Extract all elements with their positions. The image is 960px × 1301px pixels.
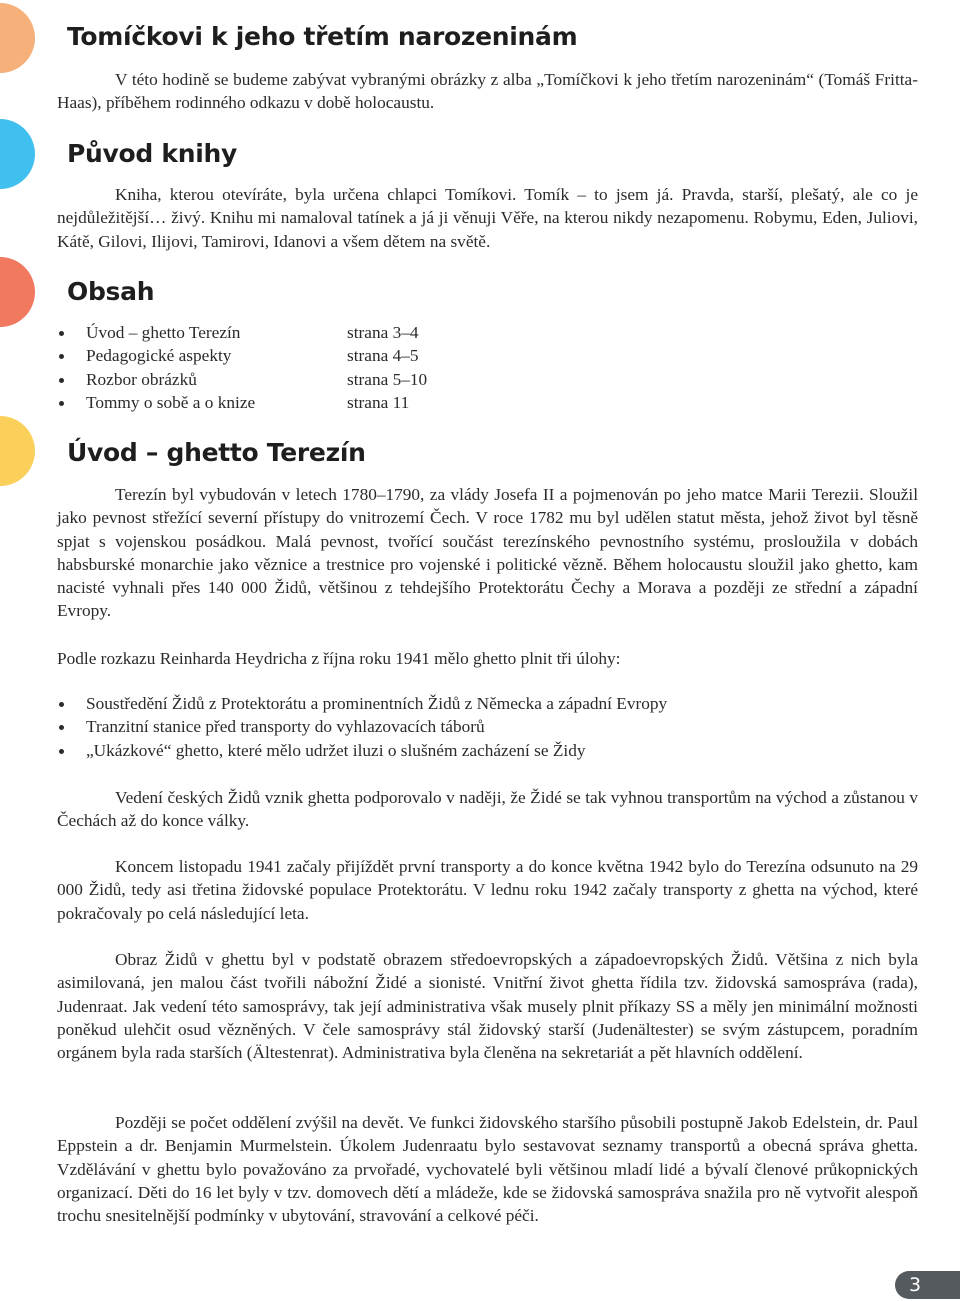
toc-item-name: Pedagogické aspekty	[86, 346, 232, 366]
intro-paragraph: V této hodině se budeme zabývat vybranými obrázky z alba „Tomíčkovi k jeho třetím narozeninám“ (Tomáš Fritta-Haas), příběhem rodinného odkazu v době holocaustu.	[57, 70, 918, 113]
section-title-uvod-ghetto: Úvod – ghetto Terezín	[67, 438, 366, 467]
toc-item	[57, 344, 918, 367]
toc-item-name: Tommy o sobě a o knize	[86, 392, 256, 412]
toc-item	[57, 368, 918, 391]
table-of-contents	[57, 321, 918, 414]
list-item: Soustředění Židů z Protektorátu a prominentních Židů z Německa a západní Evropy	[57, 692, 918, 715]
page-number: 3	[895, 1271, 960, 1299]
uvod-paragraph-4: Koncem listopadu 1941 začaly přijíždět první transporty a do konce května 1942 bylo do Terezína odsunuto na 29 000 Židů, tedy asi třetina židovské populace Protektorátu. V lednu roku 1942 začaly transporty z ghetta na východ, které pokračovaly po celá následující leta.	[57, 857, 918, 923]
list-item: „Ukázkové“ ghetto, které mělo udržet iluzi o slušném zacházení se Židy	[57, 739, 918, 762]
toc-item	[57, 321, 918, 344]
uvod-paragraph-5: Obraz Židů v ghettu byl v podstatě obrazem středoevropských a západoevropských Židů. Většina z nich byla asimilovaná, jen malou část tvořili nábožní Židé a sionisté. Vnitřní život ghetta řídila tzv. židovská samospráva (rada), Judenraat. Jak vedení této samosprávy, tak její administrativa však musely plnit příkazy SS a měly jen minimální možnosti poněkud ulehčit osud vězněných. V čele samosprávy stál židovský starší (Judenältester) se svým zástupcem, poradním orgánem byla rada starších (Ältestenrat). Administrativa byla členěna na sekretariát a pět hlavních oddělení.	[57, 950, 918, 1063]
toc-item-page: strana 4–5	[347, 346, 419, 366]
decorative-circle-yellow	[0, 416, 35, 486]
toc-item-page: strana 11	[347, 392, 410, 412]
toc-item-page: strana 5–10	[347, 369, 428, 389]
toc-item-name: Úvod – ghetto Terezín	[86, 323, 241, 342]
list-item: Tranzitní stanice před transporty do vyhlazovacích táborů	[57, 715, 918, 738]
uvod-paragraph-3: Vedení českých Židů vznik ghetta podporovalo v naději, že Židé se tak vyhnou transportům na východ a zůstanou v Čechách až do konce války.	[57, 788, 918, 831]
ghetto-tasks-list	[57, 692, 918, 762]
section-title-puvod-knihy: Původ knihy	[67, 139, 237, 168]
toc-item	[57, 391, 918, 414]
puvod-knihy-paragraph: Kniha, kterou otevíráte, byla určena chlapci Tomíkovi. Tomík – to jsem já. Pravda, starší, plešatý, ale co je nejdůležitější… živý. Knihu mi namaloval tatínek a já ji věnuji Věře, na kterou nikdy nezapomenu. Robymu, Eden, Juliovi, Kátě, Gilovi, Ilijovi, Tamirovi, Idanovi a všem dětem na světě.	[57, 185, 918, 251]
decorative-circle-red	[0, 257, 35, 327]
decorative-circle-orange	[0, 3, 35, 73]
toc-item-page: strana 3–4	[347, 323, 419, 342]
uvod-paragraph-1: Terezín byl vybudován v letech 1780–1790, za vlády Josefa II a pojmenován po jeho matce Marii Terezii. Sloužil jako pevnost střežící severní přístupy do vnitrozemí Čech. V roce 1782 mu byl udělen statut města, jehož život byl těsně spjat s vojenskou posádkou. Malá pevnost, tvořící součást terezínského pevnostního systému, prosloužila v dobách habsburské monarchie jako věznice a trestnice pro vojenské i politické vězně. Během holocaustu sloužil jako ghetto, kam nacisté vyhnali přes 140 000 Židů, většinou z tehdejšího Protektorátu Čechy a Morava a později ze střední a západní Evropy.	[57, 485, 918, 621]
decorative-circle-blue	[0, 119, 35, 189]
toc-item-name: Rozbor obrázků	[86, 369, 197, 389]
section-title-tomickovi: Tomíčkovi k jeho třetím narozeninám	[67, 22, 578, 51]
section-title-obsah: Obsah	[67, 277, 155, 306]
uvod-paragraph-6: Později se počet oddělení zvýšil na devět. Ve funkci židovského staršího působili postupně Jakob Edelstein, dr. Paul Eppstein a dr. Benjamin Murmelstein. Úkolem Judenraatu bylo sestavovat seznamy transportů a obecná správa ghetta. Vzdělávání v ghettu bylo považováno za prvořadé, vychovatelé byli většinou mladí lidé a bývalí členové průkopnických organizací. Děti do 16 let byly v tzv. domovech dětí a mládeže, kde se židovská samospráva snažila pro ně vytvořit alespoň trochu snesitelnější podmínky v ubytování, stravování a celkové péči.	[57, 1113, 918, 1226]
uvod-paragraph-2: Podle rozkazu Reinharda Heydricha z října roku 1941 mělo ghetto plnit tři úlohy:	[57, 649, 621, 668]
